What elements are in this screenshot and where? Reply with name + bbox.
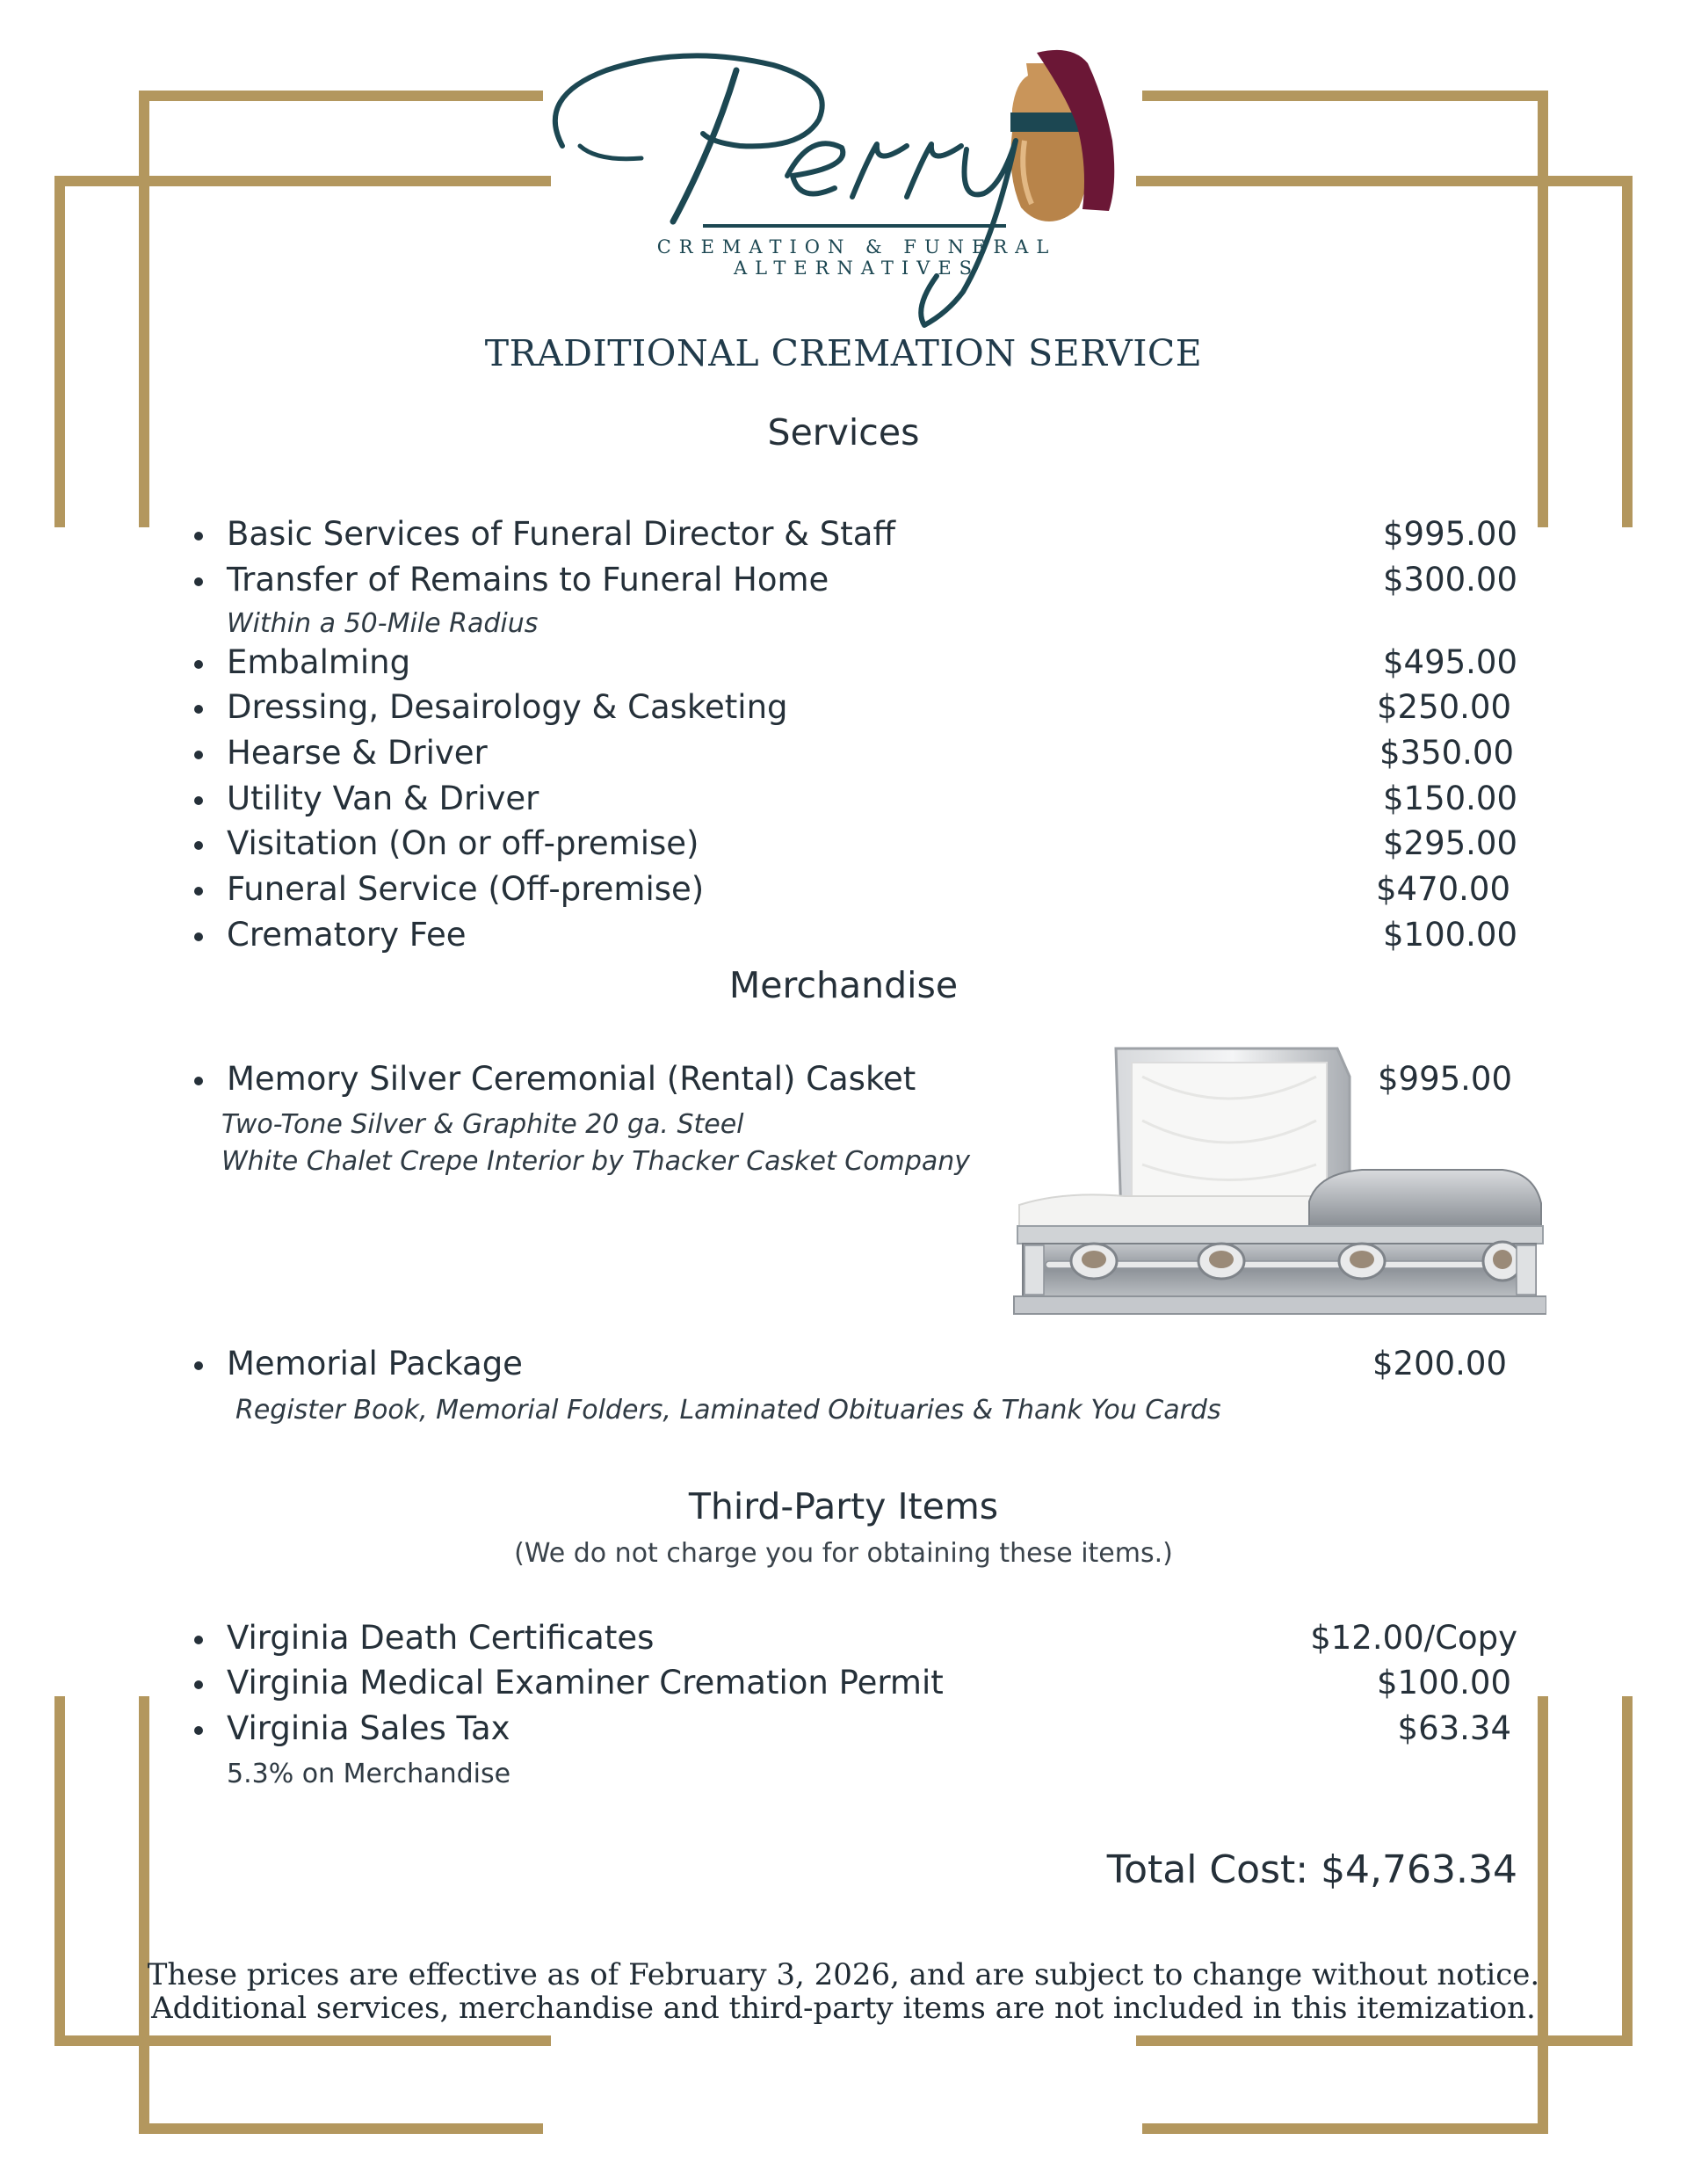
frame-line	[1136, 2035, 1633, 2046]
list-item: Utility Van & Driver	[227, 780, 539, 817]
frame-line	[139, 91, 543, 101]
disclaimer-line: These prices are effective as of February 3, 2026, and are subject to change without notice.	[147, 1957, 1540, 1992]
list-item: Memorial Package	[227, 1345, 523, 1382]
frame-line	[139, 1696, 149, 2134]
document-title: TRADITIONAL CREMATION SERVICE	[484, 332, 1203, 374]
brand-logo	[545, 35, 1125, 338]
item-note: 5.3% on Merchandise	[227, 1759, 511, 1789]
merchandise-heading: Merchandise	[728, 964, 959, 1006]
services-heading: Services	[767, 411, 920, 453]
third-party-note: (We do not charge you for obtaining these items.)	[514, 1538, 1173, 1569]
third-party-heading: Third-Party Items	[688, 1485, 999, 1527]
urn-icon	[1010, 50, 1114, 221]
item-price: $300.00	[1382, 561, 1517, 599]
list-item: Visitation (On or off-premise)	[227, 824, 699, 862]
list-item: Dressing, Desairology & Casketing	[227, 688, 788, 726]
frame-line	[54, 2035, 551, 2046]
item-price: $63.34	[1397, 1709, 1511, 1747]
frame-line	[1136, 176, 1633, 186]
casket-image	[1010, 1041, 1546, 1331]
list-item: Crematory Fee	[227, 916, 467, 954]
item-price: $350.00	[1379, 734, 1514, 772]
list-item: Memory Silver Ceremonial (Rental) Casket	[227, 1060, 916, 1098]
list-item: Funeral Service (Off-premise)	[227, 870, 705, 908]
list-item: Virginia Death Certificates	[227, 1619, 655, 1657]
item-price: $995.00	[1377, 1060, 1512, 1098]
list-item: Virginia Sales Tax	[227, 1709, 510, 1747]
item-note: Within a 50-Mile Radius	[227, 608, 539, 639]
frame-line	[139, 91, 149, 527]
list-item: Hearse & Driver	[227, 734, 488, 772]
logo-tagline-line2: ALTERNATIVES	[733, 258, 981, 279]
item-price: $295.00	[1382, 824, 1517, 862]
item-note: White Chalet Crepe Interior by Thacker Casket Company	[221, 1146, 971, 1177]
item-price: $100.00	[1382, 916, 1517, 954]
disclaimer	[0, 1958, 1687, 2025]
total-cost: Total Cost: $4,763.34	[1106, 1847, 1517, 1892]
frame-line	[54, 176, 551, 186]
frame-line	[1142, 91, 1548, 101]
disclaimer-line: Additional services, merchandise and third-party items are not included in this itemization.	[151, 1991, 1536, 2026]
frame-line	[139, 2123, 543, 2134]
item-price: $12.00/Copy	[1310, 1619, 1517, 1657]
item-price: $470.00	[1375, 870, 1510, 908]
item-note: Two-Tone Silver & Graphite 20 ga. Steel	[221, 1109, 744, 1140]
item-price: $995.00	[1382, 515, 1517, 553]
list-item: Embalming	[227, 643, 411, 681]
list-item: Transfer of Remains to Funeral Home	[227, 561, 829, 599]
item-note: Register Book, Memorial Folders, Laminated Obituaries & Thank You Cards	[235, 1395, 1221, 1426]
item-price: $150.00	[1382, 780, 1517, 817]
list-item: Virginia Medical Examiner Cremation Permit	[227, 1664, 944, 1701]
item-price: $100.00	[1376, 1664, 1511, 1701]
frame-line	[1538, 1696, 1548, 2134]
list-item: Basic Services of Funeral Director & Staff	[227, 515, 895, 553]
logo-tagline-line1: CREMATION & FUNERAL	[656, 236, 1057, 258]
item-price: $250.00	[1376, 688, 1511, 726]
item-price: $495.00	[1382, 643, 1517, 681]
logo-artwork	[545, 35, 1125, 338]
frame-line	[1142, 2123, 1548, 2134]
frame-line	[1538, 91, 1548, 527]
item-price: $200.00	[1372, 1345, 1507, 1382]
